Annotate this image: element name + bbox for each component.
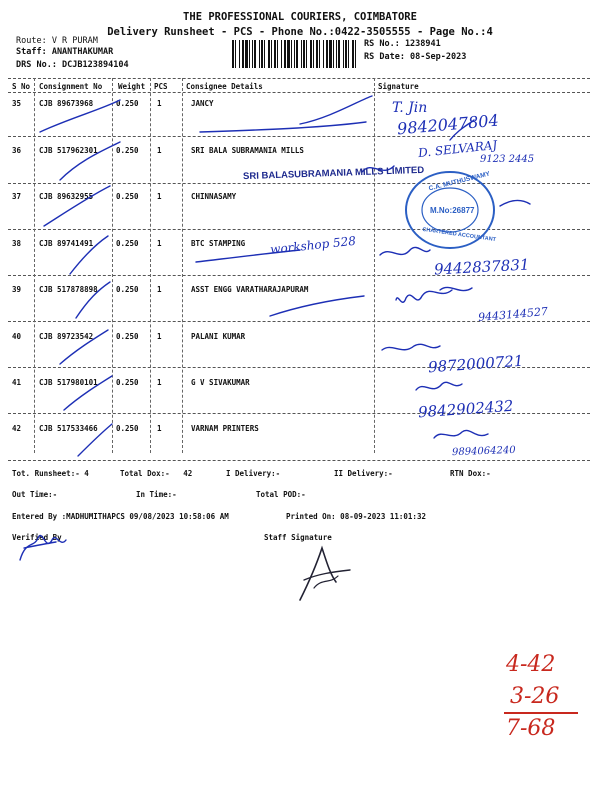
row-sno: 35 (12, 99, 22, 108)
row-sno: 37 (12, 192, 22, 201)
row-consignment: CJB 517533466 (39, 424, 98, 433)
drs-number: DRS No.: DCJB123894104 (16, 60, 129, 70)
row-consignment: CJB 89632955 (39, 192, 94, 201)
row-weight: 0.250 (116, 424, 139, 433)
handwritten-note: workshop 528 (269, 233, 357, 257)
col-header-pcs: PCS (154, 82, 168, 91)
margin-note-line3: 7-68 (506, 716, 556, 741)
handwritten-number: 9123 2445 (480, 154, 535, 165)
row-pcs: 1 (157, 424, 162, 433)
printed-on: Printed On: 08-09-2023 11:01:32 (286, 512, 426, 521)
out-time: Out Time:- (12, 490, 58, 499)
seal-ca-name: C.A. MUTHUSWAMY (428, 170, 491, 193)
row-consignment: CJB 89741491 (39, 239, 94, 248)
row-pcs: 1 (157, 378, 162, 387)
rs-date: RS Date: 08-Sep-2023 (364, 52, 467, 62)
company-title: THE PROFESSIONAL COURIERS, COIMBATORE (183, 11, 417, 23)
handwritten-phone: 9872000721 (427, 351, 524, 377)
entered-by: Entered By :MADHUMITHAPCS 09/08/2023 10:58:06 AM (12, 512, 229, 521)
margin-note-line1: 4-42 (506, 652, 556, 677)
col-header-weight: Weight (118, 82, 146, 91)
row-pcs: 1 (157, 239, 162, 248)
row-consignment: CJB 517962301 (39, 146, 98, 155)
verified-by-label: Verified By (12, 533, 62, 542)
col-header-sno: S No (12, 82, 31, 91)
route-label: Route: V R PURAM (16, 36, 98, 46)
row-sno: 36 (12, 146, 22, 155)
rtn-dox: RTN Dox:- (450, 469, 491, 478)
row-consignment: CJB 89723542 (39, 332, 94, 341)
margin-note-line2: 3-26 (510, 684, 560, 709)
row-consignee: JANCY (191, 99, 214, 108)
row-consignment: CJB 517980101 (39, 378, 98, 387)
row-weight: 0.250 (116, 99, 139, 108)
row-weight: 0.250 (116, 239, 139, 248)
handwritten-name: T. Jin (392, 100, 428, 116)
row-consignee: VARNAM PRINTERS (191, 424, 259, 433)
col-header-consignee: Consignee Details (186, 82, 263, 91)
row-pcs: 1 (157, 99, 162, 108)
company-stamp-text: SRI BALASUBRAMANIA MILLS LIMITED (242, 164, 425, 183)
row-weight: 0.250 (116, 146, 139, 155)
row-sno: 38 (12, 239, 22, 248)
handwritten-phone: 9443144527 (477, 304, 549, 325)
row-pcs: 1 (157, 192, 162, 201)
row-weight: 0.250 (116, 378, 139, 387)
row-pcs: 1 (157, 285, 162, 294)
row-consignee: BTC STAMPING (191, 239, 246, 248)
row-sno: 42 (12, 424, 22, 433)
row-consignee: ASST ENGG VARATHARAJAPURAM (191, 285, 309, 294)
handwritten-phone: 9842047804 (396, 110, 500, 139)
row-sno: 39 (12, 285, 22, 294)
total-pod: Total POD:- (256, 490, 306, 499)
col-header-consignment: Consignment No (39, 82, 103, 91)
row-weight: 0.250 (116, 285, 139, 294)
row-sno: 40 (12, 332, 22, 341)
handwritten-name: D. SELVARAJ (417, 137, 498, 161)
runsheet-subtitle: Delivery Runsheet - PCS - Phone No.:0422-3505555 - Page No.:4 (107, 26, 493, 38)
row-sno: 41 (12, 378, 22, 387)
col-header-signature: Signature (378, 82, 419, 91)
handwritten-phone: 9842902432 (417, 396, 514, 422)
row-weight: 0.250 (116, 332, 139, 341)
in-time: In Time:- (136, 490, 177, 499)
staff-signature-label: Staff Signature (264, 533, 332, 542)
row-consignment: CJB 517878898 (39, 285, 98, 294)
row-consignee: G V SIVAKUMAR (191, 378, 250, 387)
handwritten-phone: 9894064240 (451, 444, 516, 459)
row-consignee: PALANI KUMAR (191, 332, 246, 341)
row-pcs: 1 (157, 146, 162, 155)
rs-number: RS No.: 1238941 (364, 39, 441, 49)
row-pcs: 1 (157, 332, 162, 341)
staff-scribble (314, 576, 338, 588)
handwritten-phone: 9442837831 (433, 255, 530, 279)
staff-scribble (300, 548, 336, 600)
row-consignment: CJB 89673968 (39, 99, 94, 108)
row-weight: 0.250 (116, 192, 139, 201)
row-consignee: SRI BALA SUBRAMANIA MILLS (191, 146, 304, 155)
seal-designation: CHARTERED ACCOUNTANT (421, 226, 497, 244)
staff-label: Staff: ANANTHAKUMAR (16, 47, 114, 57)
total-dox: Total Dox:- 42 (120, 469, 193, 478)
seal-membership: M.No:26877 (430, 206, 475, 215)
row-consignee: CHINNASAMY (191, 192, 237, 201)
i-delivery: I Delivery:- (226, 469, 281, 478)
ii-delivery: II Delivery:- (334, 469, 393, 478)
margin-note-rule (504, 712, 578, 714)
total-runsheet: Tot. Runsheet:- 4 (12, 469, 89, 478)
